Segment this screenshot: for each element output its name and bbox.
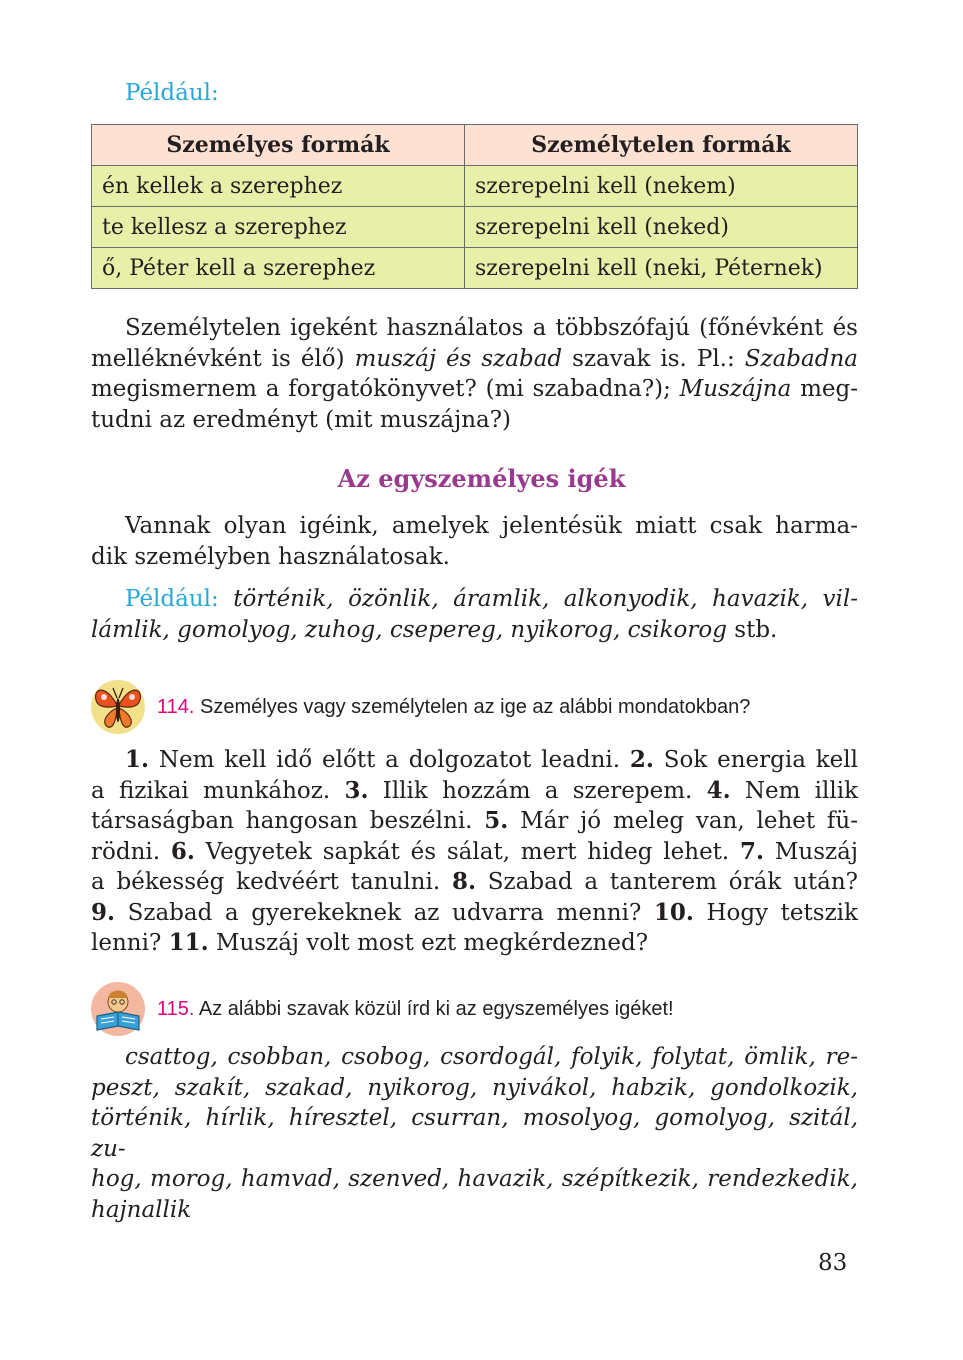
sentence-text: Nem illik (730, 777, 859, 804)
table-cell: szerepelni kell (neked) (465, 207, 858, 248)
italic-span: lámlik, gomolyog, zuhog, csepereg, nyikorog, csikorog (91, 616, 727, 643)
table-cell: szerepelni kell (neki, Péternek) (465, 248, 858, 289)
sentence-text: rödni. (91, 838, 171, 865)
table-row (92, 207, 858, 248)
text-line: csattog, csobban, csobog, csordogál, folyik, folytat, ömlik, re- (125, 1044, 858, 1070)
text-span: melléknévként is élő) (91, 345, 355, 372)
table-cell: ő, Péter kell a szerephez (92, 248, 465, 289)
text-span: megismernem a forgatókönyvet? (mi szabadna?); (91, 376, 680, 402)
sentence-number: 10. (653, 898, 694, 926)
italic-span: muszáj és szabad (354, 345, 563, 372)
text-line: hajnallik (91, 1196, 192, 1223)
sentence-text: a békesség kedvéért tanulni. (91, 869, 452, 895)
text-line: Vannak olyan igéink, amelyek jelentésük miatt csak harma- (125, 513, 858, 539)
sentence-text: társaságban hangosan beszélni. (91, 808, 485, 834)
text-line: peszt, szakít, szakad, nyikorog, nyivákol, habzik, gondolkozik, (91, 1074, 858, 1101)
definition-paragraph (91, 511, 858, 572)
text-line (91, 776, 858, 807)
sentence-text: Nem kell idő előtt a dolgozatot leadni. (149, 747, 630, 773)
task-114 (88, 678, 868, 738)
sentence-text: Hogy tetszik (693, 899, 858, 926)
table-cell: szerepelni kell (nekem) (465, 166, 858, 207)
sentence-number: 5. (484, 807, 509, 834)
sentence-number: 2. (629, 746, 654, 773)
sentence-number: 9. (91, 898, 116, 926)
table-header: Személyes formák (92, 125, 465, 166)
sentence-text: Sok energia kell (653, 747, 858, 773)
task-text: Az alábbi szavak közül írd ki az egyszemélyes igéket! (194, 998, 674, 1020)
text-line (91, 806, 858, 837)
sentence-number: 6. (170, 837, 195, 865)
text-line (91, 615, 858, 646)
text-line (91, 745, 858, 776)
task-number: 115. (157, 998, 195, 1020)
section-title: Az egyszemélyes igék (337, 464, 626, 493)
sentence-text: Vegyetek sapkát és sálat, mert hideg lehet. (194, 838, 741, 865)
sentence-text: Illik hozzám a szerepem. (368, 777, 707, 804)
text-line: hog, morog, hamvad, szenved, havazik, szépítkezik, rendezkedik, (91, 1166, 858, 1192)
butterfly-icon (88, 678, 148, 736)
italic-span: Muszájna (679, 376, 792, 402)
text-line (91, 584, 858, 615)
sentence-number: 4. (706, 776, 731, 804)
exercise-114-text (91, 745, 858, 959)
italic-span: Szabadna (744, 345, 858, 372)
sentence-number: 8. (451, 868, 476, 895)
sentence-text: Muszáj (764, 838, 858, 865)
sentence-text: Szabad a gyerekeknek az udvarra menni? (115, 899, 654, 926)
text-line: történik, hírlik, híresztel, csurran, mosolyog, gomolyog, szitál, zu- (91, 1105, 858, 1162)
example-paragraph (91, 584, 858, 645)
sentence-number: 3. (344, 776, 369, 804)
text-line: dik személyben használatosak. (91, 543, 450, 570)
text-span: stb. (726, 616, 778, 643)
sentence-text: Muszáj volt most ezt megkérdezned? (208, 930, 649, 956)
table-header: Személytelen formák (465, 125, 858, 166)
table-row (92, 166, 858, 207)
task-instruction (157, 998, 674, 1021)
table-cell: én kellek a szerephez (92, 166, 465, 207)
text-line (91, 928, 858, 959)
table-row (92, 248, 858, 289)
sentence-text: Már jó meleg van, lehet fü- (508, 808, 859, 834)
example-label: Például: (125, 586, 219, 612)
task-text: Személyes vagy személytelen az ige az alábbi mondatokban? (194, 696, 751, 718)
task-instruction (157, 696, 750, 719)
text-line: tudni az eredményt (mit muszájna?) (91, 406, 512, 433)
reading-child-icon (88, 980, 148, 1038)
text-span: szavak is. Pl.: (562, 345, 745, 372)
text-line (91, 898, 858, 929)
forms-table (91, 124, 858, 289)
sentence-text: a fizikai munkához. (91, 777, 345, 804)
text-span: meg- (791, 376, 858, 402)
table-header-row (92, 125, 858, 166)
exercise-115-wordlist (91, 1042, 858, 1225)
sentence-number: 7. (740, 837, 765, 865)
explanation-paragraph (91, 313, 858, 435)
italic-span: történik, özönlik, áramlik, alkonyodik, havazik, vil- (218, 586, 858, 612)
table-cell: te kellesz a szerephez (92, 207, 465, 248)
text-line (91, 344, 858, 375)
text-line: Személytelen igeként használatos a többszófajú (főnévként és (125, 315, 858, 341)
task-number: 114. (157, 696, 195, 718)
text-line (91, 837, 858, 868)
page-number: 83 (818, 1250, 848, 1276)
task-115 (88, 980, 868, 1040)
sentence-text: Szabad a tanterem órák után? (475, 869, 858, 895)
intro-label: Például: (125, 80, 219, 106)
sentence-text: lenni? (91, 930, 169, 956)
text-line (91, 374, 858, 405)
sentence-number: 11. (168, 929, 209, 956)
text-line (91, 867, 858, 898)
sentence-number: 1. (125, 746, 150, 773)
